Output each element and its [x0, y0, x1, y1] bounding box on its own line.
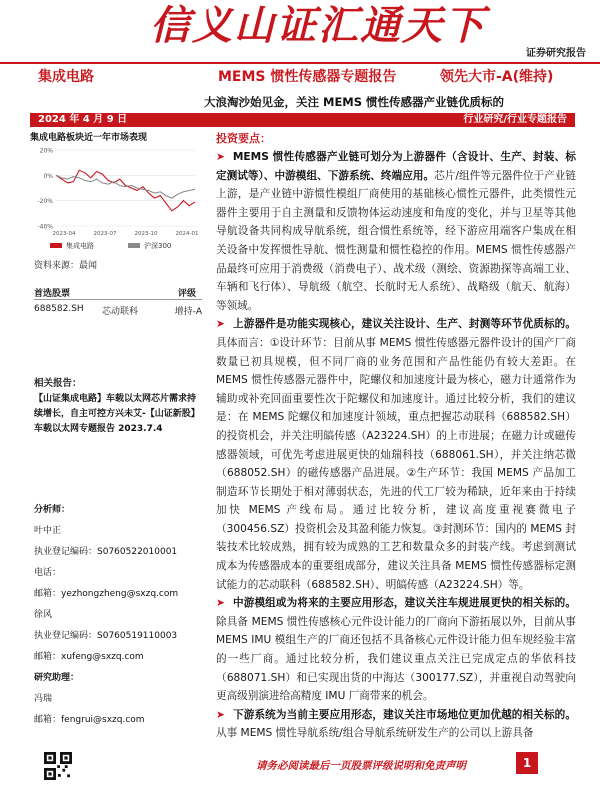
report-type-label: 证券研究报告 [526, 48, 586, 59]
analysts-title: 分析师： [34, 505, 71, 515]
arrow-bullet-icon: ➤ [216, 708, 225, 721]
chart-heading: 集成电路板块近一年市场表现 [30, 133, 148, 143]
stock-name: 芯动联科 [102, 307, 139, 317]
paragraph-lead: MEMS 惯性传感器产业链可划分为上游器件（含设计、生产、封装、标定测试等）、中游模组、下游系统、终端应用。 [216, 151, 576, 182]
legend-label: 沪深300 [144, 242, 172, 250]
analysts-block [34, 500, 204, 731]
stocks-header-col1: 首选股票 [34, 289, 71, 299]
report-title: MEMS 惯性传感器专题报告 [218, 69, 397, 85]
highlight-paragraph [216, 148, 576, 315]
qr-code-icon [44, 752, 72, 780]
y-tick-label: 20% [39, 147, 53, 155]
left-sidebar [30, 130, 205, 770]
arrow-bullet-icon: ➤ [216, 151, 225, 163]
analyst-email[interactable]: 邮箱：yezhongzheng@sxzq.com [34, 589, 179, 599]
report-date: 2024 年 4 月 9 日 [38, 114, 128, 125]
analyst-name: 叶中正 [34, 526, 62, 536]
assistant-title: 研究助理： [34, 673, 80, 683]
analyst-email[interactable]: 邮箱：xufeng@sxzq.com [34, 652, 144, 662]
performance-chart-svg [30, 142, 205, 260]
brand-logo-text: 信义山证汇通天下 [150, 2, 486, 49]
analyst-tel: 电话： [34, 568, 62, 578]
highlight-paragraph [216, 706, 576, 743]
paragraph-body: 具体而言：①设计环节：目前从事 MEMS 惯性传感器元器件设计的国产厂商数量已初具规模，但不同厂商的业务范围和产品性能仍有较大差距。在 MEMS 惯性传感器元器件中，陀螺仪和加速度计最为核心，磁力计通常作为辅助或补充回面重要性次于陀螺仪和加速度计。通过比较分析，我们的建议是：在 MEMS 陀螺仪和加速度计领域，重点把握芯动联科（688582.SH）的投资机会，并关注明皜传感（A23224.SH）的上市进展；在磁力计或磁传感器领域，可优先考虑进展更快的灿瑞科技（688061.SH），并关注纳芯微（688052.SH）的磁传感器产品进展。②生产环节：我国 MEMS 产品加工制造环节长期处于相对薄弱状态，先进的代工厂较为稀缺，近年来由于持续加快 MEMS 产线布局。通过比较分析，建议高度重视赛微电子（300456.SZ）投资机会及其盈利能力恢复。③封测环节：国内的 MEMS 封装技术比较成熟，拥有较为成熟的工艺和数量众多的封装产线。考虑到测试成本为传感器成本的重要组成部分，建议关注具备 MEMS 惯性传感器标定测试能力的芯动联科（688582.SH）、明皜传感（A23224.SH）等。 [216, 336, 576, 591]
y-tick-label: 0% [43, 172, 53, 180]
paragraph-lead: 中游模组或为将来的主要应用形态，建议关注车规进展更快的相关标的。 [232, 597, 576, 610]
series-line [56, 170, 195, 211]
paragraph-body: 除具备 MEMS 惯性传感核心元件设计能力的厂商向下游拓展以外，目前从事 MEMS IMU 模组生产的厂商还包括不具备核心元件设计能力但车规经验丰富的一些厂商。通过比较分析，我们建议重点关注已完成定点的华依科技（688071.SH）和已实现出货的中海达（300177.SZ），并重视自动驾驶向更高级别演进给高精度 IMU 厂商带来的机会。 [216, 615, 576, 703]
investment-highlights-heading: 投资要点： [216, 132, 271, 145]
assistant-email[interactable]: 邮箱：fengrui@sxzq.com [34, 715, 145, 725]
report-category: 行业研究/行业专题报告 [463, 114, 567, 125]
stocks-table-header [34, 286, 202, 300]
arrow-bullet-icon: ➤ [216, 318, 225, 331]
table-row [34, 304, 202, 316]
paragraph-body: 芯片/组件等元器件位于产业链上游，是产业链中游惯性模组厂商使用的基础核心惯性元器件，此类惯性元器件主要用于自主测量和反馈物体运动速度和角度的变化，并与卫星等其他导航设备共同构成导航系统，组合惯性系统等，经下游应用端客户集成在相关设备中发挥惯性导航、惯性测量和惯性稳控的作用。MEMS 惯性传感器产品最终可应用于消费级（消费电子）、战术级（测绘、资源勘探等高端工业、车辆和飞行体）、导航级（航空、长航时无人系统）、战略级（航天、航海）等领域。 [216, 169, 576, 312]
report-subtitle: 大浪淘沙始见金，关注 MEMS 惯性传感器产业链优质标的 [204, 95, 505, 109]
related-reports-title: 相关报告： [34, 378, 82, 389]
rating-label: 领先大市-A(维持) [440, 69, 554, 85]
highlight-paragraph [216, 315, 576, 594]
page-number: 1 [516, 752, 538, 774]
header-divider [0, 62, 600, 64]
x-tick-label: 2023-10 [134, 231, 158, 237]
sector-label: 集成电路 [38, 69, 94, 85]
stocks-header-col2: 评级 [177, 289, 196, 299]
related-report-link[interactable]: 【山证集成电路】车载以太网芯片需求持续增长，自主可控方兴未艾-【山证新股】车载以太网专题报告 2023.7.4 [34, 394, 200, 434]
analyst-name: 徐风 [34, 610, 53, 620]
x-tick-label: 2023-07 [93, 231, 117, 237]
date-band [30, 113, 575, 127]
page-header [0, 0, 600, 62]
analyst-cert: 执业登记编码：S0760522010001 [34, 547, 178, 557]
assistant-name: 冯瑞 [34, 694, 53, 704]
paragraph-lead: 上游器件是功能实现核心，建议关注设计、生产、封测等环节优质标的。 [232, 318, 576, 331]
legend-swatch [50, 243, 62, 248]
chart-source: 资料来源：最闻 [34, 261, 98, 271]
main-content [216, 130, 576, 760]
series-line [56, 175, 195, 198]
legend-label: 集成电路 [66, 242, 94, 250]
x-tick-label: 2024-01 [175, 231, 199, 237]
disclaimer-text: 请务必阅读最后一页股票评级说明和免责声明 [256, 760, 466, 772]
highlight-paragraph [216, 594, 576, 706]
stock-code: 688582.SH [34, 304, 84, 314]
legend-swatch [128, 243, 140, 248]
y-tick-label: -20% [37, 198, 53, 206]
stock-rating: 增持-A [174, 307, 202, 317]
arrow-bullet-icon: ➤ [216, 597, 225, 610]
market-performance-chart [30, 142, 205, 262]
paragraph-body: 从事 MEMS 惯性导航系统/组合导航系统研发生产的公司以上游具备 [216, 727, 534, 740]
y-tick-label: -40% [37, 223, 53, 231]
analyst-cert: 执业登记编码：S0760519110003 [34, 631, 178, 641]
paragraph-lead: 下游系统为当前主要应用形态，建议关注市场地位更加优越的相关标的。 [232, 708, 576, 721]
x-tick-label: 2023-04 [52, 231, 76, 237]
